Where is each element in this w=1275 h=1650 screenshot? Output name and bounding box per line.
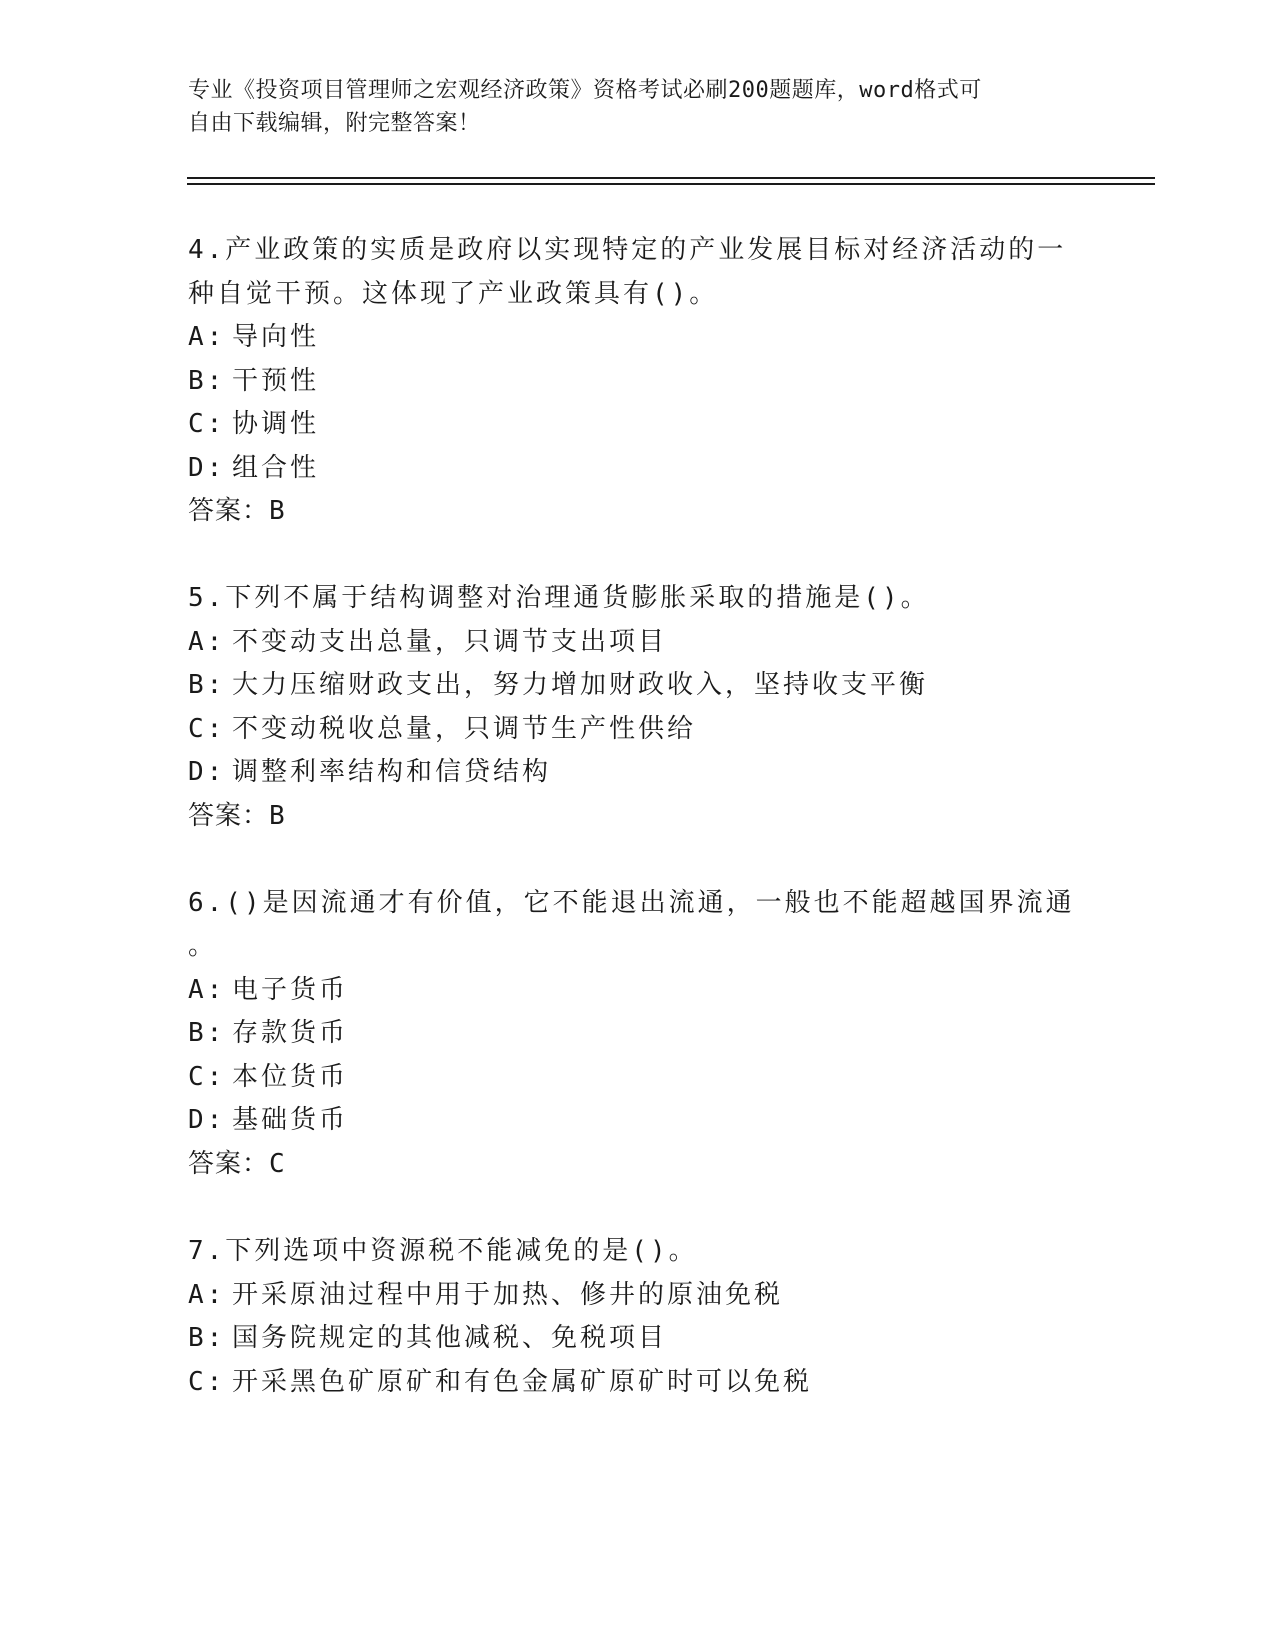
option-text: 不变动支出总量，只调节支出项目 — [232, 627, 668, 657]
question-6-option-d — [188, 1103, 348, 1137]
question-6-option-a — [188, 973, 348, 1007]
option-key: D: — [188, 1105, 226, 1135]
option-text: 开采黑色矿原矿和有色金属矿原矿时可以免税 — [232, 1367, 813, 1397]
header-divider-top — [187, 177, 1155, 179]
question-7-option-a — [188, 1278, 783, 1312]
document-header — [188, 74, 1068, 140]
question-7-stem-line-1: 7.下列选项中资源税不能减免的是()。 — [188, 1236, 698, 1266]
option-key: B: — [188, 1323, 226, 1353]
option-key: A: — [188, 322, 226, 352]
question-5-answer: 答案：B — [188, 801, 286, 831]
header-line-2: 自由下载编辑，附完整答案！ — [188, 111, 481, 136]
option-text: 国务院规定的其他减税、免税项目 — [232, 1323, 668, 1353]
option-key: C: — [188, 409, 226, 439]
option-key: B: — [188, 1018, 226, 1048]
header-line-1: 专业《投资项目管理师之宏观经济政策》资格考试必刷200题题库，word格式可 — [188, 78, 982, 103]
option-text: 组合性 — [232, 453, 320, 483]
question-4-answer: 答案：B — [188, 496, 286, 526]
option-text: 不变动税收总量，只调节生产性供给 — [232, 714, 697, 744]
option-text: 干预性 — [232, 366, 320, 396]
question-4-option-a — [188, 320, 319, 354]
question-7-option-b — [188, 1321, 667, 1355]
option-key: D: — [188, 757, 226, 787]
option-text: 存款货币 — [232, 1018, 349, 1048]
option-text: 基础货币 — [232, 1105, 349, 1135]
question-6-stem-line-2: 。 — [188, 931, 218, 961]
question-4-stem-line-1: 4.产业政策的实质是政府以实现特定的产业发展目标对经济活动的一 — [188, 235, 1067, 265]
question-5-stem-line-1: 5.下列不属于结构调整对治理通货膨胀采取的措施是()。 — [188, 583, 930, 613]
question-6-stem-line-1: 6.()是因流通才有价值，它不能退出流通，一般也不能超越国界流通 — [188, 888, 1075, 918]
question-5-option-c — [188, 712, 696, 746]
option-key: A: — [188, 975, 226, 1005]
option-text: 协调性 — [232, 409, 320, 439]
option-key: B: — [188, 366, 226, 396]
option-text: 大力压缩财政支出，努力增加财政收入，坚持收支平衡 — [232, 670, 929, 700]
option-text: 调整利率结构和信贷结构 — [232, 757, 552, 787]
option-text: 本位货币 — [232, 1062, 349, 1092]
question-5-option-d — [188, 755, 551, 789]
question-4-stem-line-2: 种自觉干预。这体现了产业政策具有()。 — [188, 279, 719, 309]
option-text: 电子货币 — [232, 975, 349, 1005]
question-5-option-a — [188, 625, 667, 659]
question-6-option-c — [188, 1060, 348, 1094]
option-key: C: — [188, 714, 226, 744]
question-4-option-b — [188, 364, 319, 398]
option-key: D: — [188, 453, 226, 483]
option-key: B: — [188, 670, 226, 700]
header-divider-bottom — [187, 183, 1155, 185]
option-key: A: — [188, 1280, 226, 1310]
question-6-option-b — [188, 1016, 348, 1050]
option-text: 导向性 — [232, 322, 320, 352]
question-5-option-b — [188, 668, 928, 702]
option-text: 开采原油过程中用于加热、修井的原油免税 — [232, 1280, 784, 1310]
option-key: C: — [188, 1062, 226, 1092]
option-key: A: — [188, 627, 226, 657]
question-4-option-d — [188, 451, 319, 485]
question-4-option-c — [188, 407, 319, 441]
question-6-answer: 答案：C — [188, 1149, 286, 1179]
option-key: C: — [188, 1367, 226, 1397]
question-7-option-c — [188, 1365, 812, 1399]
